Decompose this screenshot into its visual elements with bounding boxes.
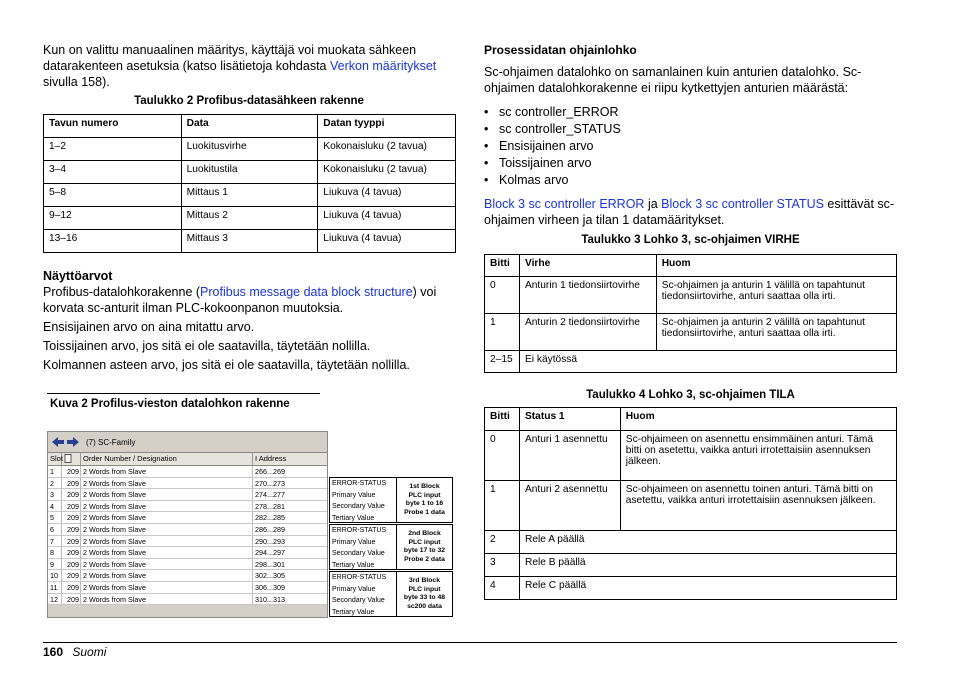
footer-language: Suomi bbox=[72, 645, 107, 659]
table-cell: Ei käytössä bbox=[519, 351, 896, 373]
table-row bbox=[44, 161, 456, 184]
table-cell: Anturi 1 asennettu bbox=[519, 431, 620, 481]
controller-section bbox=[484, 42, 897, 228]
table-row bbox=[44, 207, 456, 230]
table-cell: 9–12 bbox=[44, 207, 182, 230]
table2 bbox=[43, 114, 456, 253]
footer-rule bbox=[43, 642, 897, 643]
table-row bbox=[485, 277, 897, 314]
table-row bbox=[44, 230, 456, 253]
table-cell: Sc-ohjaimen ja anturin 1 välillä on tapahtunut tiedonsiirtovirhe, anturi saattaa olla irti. bbox=[656, 277, 896, 314]
window-title: (7) SC-Family bbox=[86, 437, 136, 447]
profibus-structure-link[interactable]: Profibus message data block structure bbox=[200, 285, 413, 299]
table-cell: 0 bbox=[485, 431, 520, 481]
table-cell: Liukuva (4 tavua) bbox=[318, 230, 456, 253]
config-window bbox=[47, 431, 328, 618]
network-settings-link[interactable]: Verkon määritykset bbox=[329, 59, 437, 73]
table-row bbox=[485, 554, 897, 577]
grid-header bbox=[48, 452, 327, 466]
grid-row[interactable]: 11 209 2 Words from Slave 306...309 bbox=[48, 582, 327, 594]
table-cell: 2 bbox=[485, 531, 520, 554]
grid-header-cell: I Address bbox=[255, 454, 287, 463]
figure-caption: Kuva 2 Profilus-vieston datalohkon rakenne bbox=[50, 398, 290, 410]
table2-header-row bbox=[44, 115, 456, 138]
grid-body bbox=[48, 466, 327, 605]
grid-row[interactable]: 2 209 2 Words from Slave 270...273 bbox=[48, 478, 327, 490]
table-cell: 3 bbox=[485, 554, 520, 577]
table4-header-cell: Bitti bbox=[485, 408, 520, 431]
table-cell: Mittaus 2 bbox=[181, 207, 318, 230]
paragraph: Ensisijainen arvo on aina mitattu arvo. bbox=[43, 320, 255, 334]
table-cell: Mittaus 3 bbox=[181, 230, 318, 253]
grid-header-cell: Slot bbox=[50, 454, 63, 463]
grid-header-cell: Order Number / Designation bbox=[81, 453, 253, 465]
table3-header-cell: Virhe bbox=[519, 255, 656, 277]
block-group: ERROR-STATUS Primary Value Secondary Value Tertiary Value 2nd Block PLC input byte 17 to 32 Probe 2 data bbox=[329, 524, 453, 570]
table3 bbox=[484, 254, 897, 373]
grid-row[interactable]: 6 209 2 Words from Slave 286...289 bbox=[48, 524, 327, 536]
grid-row[interactable]: 9 209 2 Words from Slave 298...301 bbox=[48, 559, 327, 571]
table-row bbox=[485, 314, 897, 351]
table3-header-cell: Huom bbox=[656, 255, 896, 277]
paragraph: Block 3 sc controller ERROR ja Block 3 sc controller STATUS esittävät sc-ohjaimen virheen ja tilan 1 datamääritykset. bbox=[484, 197, 895, 227]
table-cell: 13–16 bbox=[44, 230, 182, 253]
list-item: • sc controller_ERROR bbox=[484, 104, 897, 121]
table-cell: 5–8 bbox=[44, 184, 182, 207]
block-legend bbox=[329, 477, 454, 618]
table-cell: Anturi 2 asennettu bbox=[519, 481, 620, 531]
table-cell: Liukuva (4 tavua) bbox=[318, 184, 456, 207]
table-cell: Liukuva (4 tavua) bbox=[318, 207, 456, 230]
table-cell: 4 bbox=[485, 577, 520, 600]
table2-header-cell: Tavun numero bbox=[44, 115, 182, 138]
grid-row[interactable]: 5 209 2 Words from Slave 282...285 bbox=[48, 512, 327, 524]
grid-row[interactable]: 12 209 2 Words from Slave 310...313 bbox=[48, 594, 327, 606]
page-number: 160 bbox=[43, 645, 64, 659]
section-heading: Näyttöarvot bbox=[43, 269, 113, 283]
list-item: • Ensisijainen arvo bbox=[484, 138, 897, 155]
table2-header-cell: Data bbox=[181, 115, 318, 138]
figure-rule bbox=[47, 393, 320, 394]
paragraph: Sc-ohjaimen datalohko on samanlainen kuin anturien datalohko. Sc-ohjaimen datalohkorakenne ei riipu kytkettyjen anturien määrästä: bbox=[484, 65, 862, 95]
table-cell: Rele A päällä bbox=[519, 531, 896, 554]
table-row bbox=[485, 431, 897, 481]
table4-header-row bbox=[485, 408, 897, 431]
grid-row[interactable]: 3 209 2 Words from Slave 274...277 bbox=[48, 489, 327, 501]
error-block-link[interactable]: Block 3 sc controller ERROR bbox=[484, 197, 645, 211]
table-cell: Sc-ohjaimeen on asennettu toinen anturi. Tämä bitti on asetettu, vaikka anturi irrotettaisiin asennuksen jälkeen. bbox=[620, 481, 896, 531]
table-cell: Luokitustila bbox=[181, 161, 318, 184]
intro-paragraph: Kun on valittu manuaalinen määritys, käyttäjä voi muokata sähkeen datarakenteen asetuksia (katso lisätietoja kohdasta Verkon määritykset sivulla 158). bbox=[43, 43, 437, 89]
table-cell: 1–2 bbox=[44, 138, 182, 161]
list-item: • Kolmas arvo bbox=[484, 172, 897, 189]
table3-header-row bbox=[485, 255, 897, 277]
table-row bbox=[485, 531, 897, 554]
table4-caption: Taulukko 4 Lohko 3, sc-ohjaimen TILA bbox=[586, 389, 795, 401]
forward-arrow-icon[interactable] bbox=[67, 437, 79, 447]
grid-row[interactable]: 4 209 2 Words from Slave 278...281 bbox=[48, 501, 327, 513]
table-cell: Sc-ohjaimen ja anturin 2 välillä on tapahtunut tiedonsiirtovirhe, anturi saattaa olla irti. bbox=[656, 314, 896, 351]
window-toolbar bbox=[48, 432, 327, 452]
table-row bbox=[485, 351, 897, 373]
grid-row[interactable]: 8 209 2 Words from Slave 294...297 bbox=[48, 547, 327, 559]
table-cell: Mittaus 1 bbox=[181, 184, 318, 207]
grid-row[interactable]: 1 209 2 Words from Slave 266...269 bbox=[48, 466, 327, 478]
table-row bbox=[485, 481, 897, 531]
bullet-list bbox=[484, 104, 897, 189]
table-cell: Anturin 1 tiedonsiirtovirhe bbox=[519, 277, 656, 314]
table2-caption: Taulukko 2 Profibus-datasähkeen rakenne bbox=[134, 95, 364, 107]
table-cell: 0 bbox=[485, 277, 520, 314]
table-cell: Sc-ohjaimeen on asennettu ensimmäinen anturi. Tämä bitti on asetettu, vaikka anturi irrotettaisiin asennuksen jälkeen. bbox=[620, 431, 896, 481]
paragraph: Kolmannen asteen arvo, jos sitä ei ole saatavilla, täytetään nollilla. bbox=[43, 358, 410, 372]
table4-header-cell: Huom bbox=[620, 408, 896, 431]
table-cell: Rele C päällä bbox=[519, 577, 896, 600]
list-item: • Toissijainen arvo bbox=[484, 155, 897, 172]
table-cell: 1 bbox=[485, 481, 520, 531]
paragraph: Toissijainen arvo, jos sitä ei ole saatavilla, täytetään nollilla. bbox=[43, 339, 371, 353]
grid-header-cell bbox=[62, 453, 81, 465]
table-cell: Anturin 2 tiedonsiirtovirhe bbox=[519, 314, 656, 351]
table3-header-cell: Bitti bbox=[485, 255, 520, 277]
block-group: ERROR-STATUS Primary Value Secondary Value Tertiary Value 3rd Block PLC input byte 33 to 48 sc200 data bbox=[329, 571, 453, 617]
table-cell: Kokonaisluku (2 tavua) bbox=[318, 138, 456, 161]
table4-header-cell: Status 1 bbox=[519, 408, 620, 431]
profibus-figure bbox=[47, 431, 454, 618]
table-cell: 3–4 bbox=[44, 161, 182, 184]
grid-row[interactable]: 10 209 2 Words from Slave 302...305 bbox=[48, 570, 327, 582]
status-block-link[interactable]: Block 3 sc controller STATUS bbox=[661, 197, 824, 211]
module-icon bbox=[64, 454, 72, 463]
table-cell: Kokonaisluku (2 tavua) bbox=[318, 161, 456, 184]
section-heading: Prosessidatan ohjainlohko bbox=[484, 43, 637, 57]
table-row bbox=[44, 138, 456, 161]
table-cell: 1 bbox=[485, 314, 520, 351]
table-row bbox=[485, 577, 897, 600]
table2-header-cell: Datan tyyppi bbox=[318, 115, 456, 138]
paragraph: Profibus-datalohkorakenne (Profibus message data block structure) voi korvata sc-anturit ilman PLC-kokoonpanon muutoksia. bbox=[43, 285, 437, 315]
block-group: ERROR-STATUS Primary Value Secondary Value Tertiary Value 1st Block PLC input byte 1 to 16 Probe 1 data bbox=[329, 477, 453, 523]
back-arrow-icon[interactable] bbox=[52, 437, 64, 447]
grid-row[interactable]: 7 209 2 Words from Slave 290...293 bbox=[48, 536, 327, 548]
table-row bbox=[44, 184, 456, 207]
table3-caption: Taulukko 3 Lohko 3, sc-ohjaimen VIRHE bbox=[581, 234, 800, 246]
table-cell: Rele B päällä bbox=[519, 554, 896, 577]
page-footer bbox=[43, 645, 106, 659]
list-item: • sc controller_STATUS bbox=[484, 121, 897, 138]
table-cell: 2–15 bbox=[485, 351, 520, 373]
table4 bbox=[484, 407, 897, 600]
measurement-section bbox=[43, 268, 455, 373]
table-cell: Luokitusvirhe bbox=[181, 138, 318, 161]
